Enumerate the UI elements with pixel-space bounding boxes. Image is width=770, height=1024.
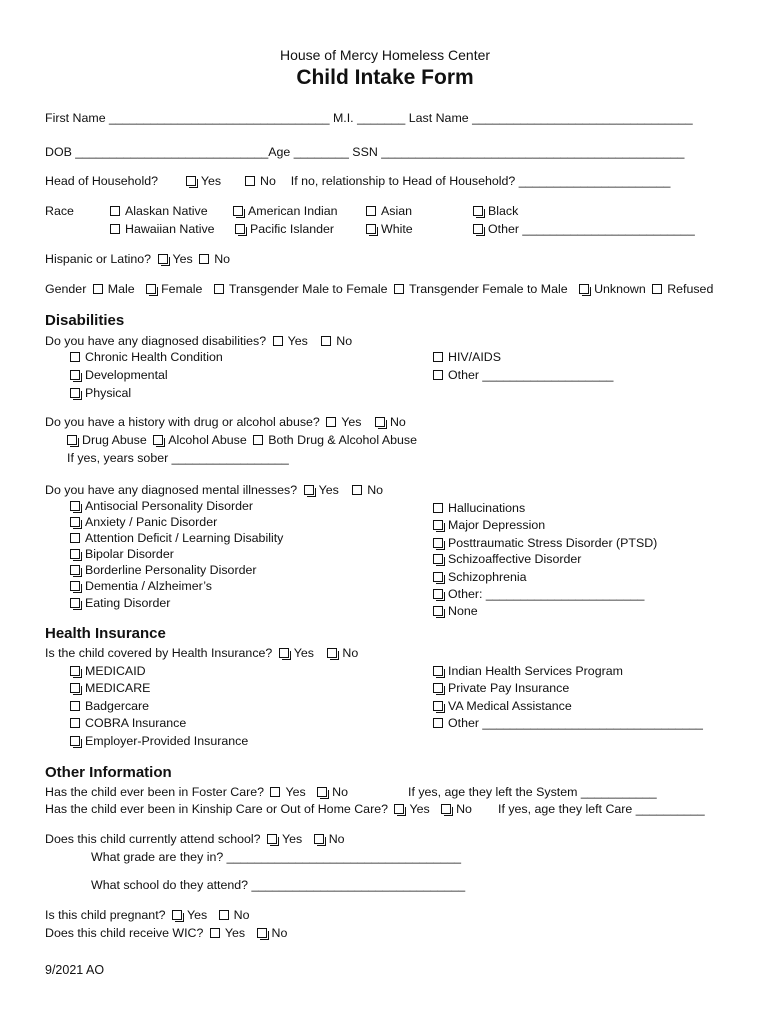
checkbox[interactable] xyxy=(70,533,80,543)
other-mental-option[interactable] xyxy=(430,587,644,601)
tmf-checkbox[interactable] xyxy=(214,284,224,294)
race-pacific[interactable] xyxy=(232,222,334,236)
label: Badgercare xyxy=(85,699,150,713)
label: Indian Health Services Program xyxy=(448,664,623,678)
checkbox[interactable] xyxy=(110,224,120,234)
checkbox[interactable] xyxy=(433,683,443,693)
checkbox[interactable] xyxy=(70,565,80,575)
yes-checkbox[interactable] xyxy=(279,648,289,658)
adhd-option[interactable] xyxy=(67,531,283,545)
gender-row xyxy=(45,282,713,296)
both-checkbox[interactable] xyxy=(253,435,263,445)
checkbox[interactable] xyxy=(366,206,376,216)
yes-label: Yes xyxy=(293,646,314,660)
hallucinations-option[interactable] xyxy=(430,501,525,515)
label: Alaskan Native xyxy=(125,204,208,218)
male-label: Male xyxy=(107,282,135,296)
unknown-checkbox[interactable] xyxy=(579,284,589,294)
label: Dementia / Alzheimer’s xyxy=(85,579,212,593)
refused-checkbox[interactable] xyxy=(652,284,662,294)
label: Black xyxy=(488,204,519,218)
checkbox[interactable] xyxy=(70,598,80,608)
checkbox[interactable] xyxy=(433,718,443,728)
no-label: No xyxy=(271,926,288,940)
tmf-label: Transgender Male to Female xyxy=(228,282,388,296)
hispanic-row xyxy=(45,252,230,266)
label: Other ___________________ xyxy=(448,368,614,382)
label: Major Depression xyxy=(448,518,546,532)
no-label: No xyxy=(260,174,276,188)
checkbox[interactable] xyxy=(70,666,80,676)
no-label: No xyxy=(336,334,353,348)
health-insurance-heading: Health Insurance xyxy=(45,625,166,642)
form-title: Child Intake Form xyxy=(296,66,474,89)
checkbox[interactable] xyxy=(70,683,80,693)
checkbox[interactable] xyxy=(70,352,80,362)
no-label: No xyxy=(342,646,359,660)
ihs-option[interactable] xyxy=(430,664,623,678)
antisocial-option[interactable] xyxy=(67,499,253,513)
checkbox[interactable] xyxy=(110,206,120,216)
no-label: No xyxy=(367,483,384,497)
no-checkbox[interactable] xyxy=(327,648,337,658)
label: White xyxy=(381,222,413,236)
checkbox[interactable] xyxy=(70,388,80,398)
yes-checkbox[interactable] xyxy=(273,336,283,346)
medicaid-option[interactable] xyxy=(67,664,146,678)
yes-checkbox[interactable] xyxy=(267,834,277,844)
drug-abuse-checkbox[interactable] xyxy=(67,435,77,445)
tfm-label: Transgender Female to Male xyxy=(408,282,568,296)
checkbox[interactable] xyxy=(433,606,443,616)
schizophrenia-option[interactable] xyxy=(430,570,527,584)
question: Does this child currently attend school? xyxy=(45,832,261,846)
borderline-option[interactable] xyxy=(67,563,256,577)
yes-label: Yes xyxy=(224,926,246,940)
checkbox[interactable] xyxy=(70,549,80,559)
hoh-no-checkbox[interactable] xyxy=(245,176,255,186)
label: Posttraumatic Stress Disorder (PTSD) xyxy=(448,536,658,550)
yes-label: Yes xyxy=(409,802,430,816)
no-label: No xyxy=(233,908,250,922)
kinship-row xyxy=(45,802,472,816)
checkbox[interactable] xyxy=(433,572,443,582)
race-white[interactable] xyxy=(363,222,413,236)
race-american-indian[interactable] xyxy=(230,204,338,218)
question: Has the child ever been in Kinship Care or Out of Home Care? xyxy=(45,802,388,816)
label: Drug Abuse xyxy=(82,433,147,447)
disabilities-heading: Disabilities xyxy=(45,312,125,329)
employer-option[interactable] xyxy=(67,734,248,748)
checkbox[interactable] xyxy=(433,666,443,676)
label: Antisocial Personality Disorder xyxy=(85,499,254,513)
male-checkbox[interactable] xyxy=(93,284,103,294)
no-checkbox[interactable] xyxy=(219,910,229,920)
race-hawaiian[interactable] xyxy=(107,222,215,236)
checkbox[interactable] xyxy=(433,520,443,530)
label: Eating Disorder xyxy=(85,596,171,610)
other-information-heading: Other Information xyxy=(45,764,172,781)
organization-name: House of Mercy Homeless Center xyxy=(279,47,491,63)
race-alaskan[interactable] xyxy=(107,204,208,218)
label: Hallucinations xyxy=(448,501,526,515)
eating-option[interactable] xyxy=(67,596,170,610)
label: Pacific Islander xyxy=(250,222,335,236)
medicare-option[interactable] xyxy=(67,681,150,695)
label: Developmental xyxy=(85,368,168,382)
yes-label: Yes xyxy=(172,252,193,266)
question: Is this child pregnant? xyxy=(45,908,166,922)
badgercare-option[interactable] xyxy=(67,699,149,713)
developmental-option[interactable] xyxy=(67,368,168,382)
hiv-option[interactable] xyxy=(430,350,501,364)
checkbox[interactable] xyxy=(433,503,443,513)
no-label: No xyxy=(214,252,231,266)
label: MEDICAID xyxy=(85,664,146,678)
label: Alcohol Abuse xyxy=(168,433,247,447)
race-other[interactable] xyxy=(470,222,695,236)
checkbox[interactable] xyxy=(70,736,80,746)
yes-checkbox[interactable] xyxy=(394,804,404,814)
private-option[interactable] xyxy=(430,681,569,695)
label: COBRA Insurance xyxy=(85,716,187,730)
checkbox[interactable] xyxy=(70,718,80,728)
physical-option[interactable] xyxy=(67,386,131,400)
none-option[interactable] xyxy=(430,604,478,618)
cobra-option[interactable] xyxy=(67,716,186,730)
checkbox[interactable] xyxy=(433,701,443,711)
no-label: No xyxy=(332,785,348,799)
yes-label: Yes xyxy=(200,174,222,188)
checkbox[interactable] xyxy=(433,554,443,564)
yes-checkbox[interactable] xyxy=(270,787,280,797)
schizoaffective-option[interactable] xyxy=(430,552,581,566)
label: Asian xyxy=(381,204,412,218)
label: Bipolar Disorder xyxy=(85,547,174,561)
yes-label: Yes xyxy=(282,832,303,846)
anxiety-option[interactable] xyxy=(67,515,217,529)
school-line: What school do they attend? _______________________________ xyxy=(91,878,466,892)
checkbox[interactable] xyxy=(433,370,443,380)
yes-label: Yes xyxy=(287,334,308,348)
no-label: No xyxy=(389,415,406,429)
yes-checkbox[interactable] xyxy=(304,485,314,495)
footer-version: 9/2021 AO xyxy=(45,963,105,977)
question: Do you have a history with drug or alcohol abuse? xyxy=(45,415,320,429)
hispanic-question: Hispanic or Latino? xyxy=(45,252,152,266)
alcohol-abuse-checkbox[interactable] xyxy=(153,435,163,445)
hoh-question: Head of Household? xyxy=(45,174,158,188)
label: Attention Deficit / Learning Disability xyxy=(85,531,284,545)
insurance-question-row xyxy=(45,646,358,660)
no-checkbox[interactable] xyxy=(352,485,362,495)
question: Do you have any diagnosed disabilities? xyxy=(45,334,267,348)
va-option[interactable] xyxy=(430,699,572,713)
label: Employer-Provided Insurance xyxy=(85,734,249,748)
label: MEDICARE xyxy=(85,681,151,695)
female-checkbox[interactable] xyxy=(146,284,156,294)
checkbox[interactable] xyxy=(473,224,483,234)
label: American Indian xyxy=(248,204,338,218)
no-label: No xyxy=(328,832,345,846)
label: Schizophrenia xyxy=(448,570,527,584)
question: Has the child ever been in Foster Care? xyxy=(45,785,265,799)
label: Borderline Personality Disorder xyxy=(85,563,257,577)
yes-label: Yes xyxy=(341,415,362,429)
dob-line: DOB ____________________________Age ________ SSN ____________________________________________ xyxy=(45,145,685,159)
checkbox[interactable] xyxy=(70,581,80,591)
no-checkbox[interactable] xyxy=(314,834,324,844)
kinship-age: If yes, age they left Care __________ xyxy=(498,802,705,816)
checkbox[interactable] xyxy=(70,501,80,511)
checkbox[interactable] xyxy=(433,352,443,362)
other-disability-option[interactable] xyxy=(430,368,613,382)
label: Other _________________________ xyxy=(488,222,695,236)
checkbox[interactable] xyxy=(433,538,443,548)
race-black[interactable] xyxy=(470,204,518,218)
label: Chronic Health Condition xyxy=(85,350,223,364)
question: Is the child covered by Health Insurance? xyxy=(45,646,273,660)
yes-label: Yes xyxy=(285,785,306,799)
unknown-label: Unknown xyxy=(594,282,646,296)
disabilities-question-row xyxy=(45,334,352,348)
checkbox[interactable] xyxy=(70,370,80,380)
name-line: First Name ________________________________ M.I. _______ Last Name ________________________________ xyxy=(45,111,693,125)
race-asian[interactable] xyxy=(363,204,412,218)
drug-question-row xyxy=(45,415,406,429)
yes-checkbox[interactable] xyxy=(326,417,336,427)
yes-checkbox[interactable] xyxy=(172,910,182,920)
tfm-checkbox[interactable] xyxy=(394,284,404,294)
yes-label: Yes xyxy=(187,908,208,922)
no-checkbox[interactable] xyxy=(317,787,327,797)
hoh-relationship: If no, relationship to Head of Household? ______________________ xyxy=(290,174,671,188)
label: Other: _______________________ xyxy=(448,587,645,601)
checkbox[interactable] xyxy=(235,224,245,234)
bipolar-option[interactable] xyxy=(67,547,174,561)
label: Anxiety / Panic Disorder xyxy=(85,515,218,529)
drug-options-row xyxy=(64,433,417,447)
chronic-option[interactable] xyxy=(67,350,223,364)
race-label: Race xyxy=(45,204,74,218)
years-sober: If yes, years sober _________________ xyxy=(67,451,289,465)
no-label: No xyxy=(456,802,472,816)
checkbox[interactable] xyxy=(366,224,376,234)
label: HIV/AIDS xyxy=(448,350,502,364)
question: Does this child receive WIC? xyxy=(45,926,204,940)
no-checkbox[interactable] xyxy=(441,804,451,814)
depression-option[interactable] xyxy=(430,518,545,532)
ptsd-option[interactable] xyxy=(430,536,657,550)
yes-label: Yes xyxy=(318,483,339,497)
label: Physical xyxy=(85,386,132,400)
foster-row xyxy=(45,785,348,799)
mental-question-row xyxy=(45,483,383,497)
label: Hawaiian Native xyxy=(125,222,215,236)
hoh-yes-checkbox[interactable] xyxy=(186,176,196,186)
no-checkbox[interactable] xyxy=(257,928,267,938)
label: Both Drug & Alcohol Abuse xyxy=(268,433,417,447)
checkbox[interactable] xyxy=(233,206,243,216)
wic-row xyxy=(45,926,287,940)
female-label: Female xyxy=(161,282,203,296)
label: VA Medical Assistance xyxy=(448,699,572,713)
other-insurance-option[interactable] xyxy=(430,716,703,730)
label: Private Pay Insurance xyxy=(448,681,570,695)
label: None xyxy=(448,604,478,618)
grade-line: What grade are they in? __________________________________ xyxy=(91,850,461,864)
gender-label: Gender xyxy=(45,282,87,296)
no-checkbox[interactable] xyxy=(375,417,385,427)
school-row xyxy=(45,832,345,846)
label: Other ________________________________ xyxy=(448,716,703,730)
checkbox[interactable] xyxy=(433,589,443,599)
dementia-option[interactable] xyxy=(67,579,212,593)
label: Schizoaffective Disorder xyxy=(448,552,582,566)
checkbox[interactable] xyxy=(70,517,80,527)
yes-checkbox[interactable] xyxy=(210,928,220,938)
hispanic-no-checkbox[interactable] xyxy=(199,254,209,264)
hispanic-yes-checkbox[interactable] xyxy=(158,254,168,264)
head-of-household-row xyxy=(45,174,670,188)
checkbox[interactable] xyxy=(473,206,483,216)
checkbox[interactable] xyxy=(70,701,80,711)
foster-age: If yes, age they left the System ___________ xyxy=(408,785,657,799)
pregnant-row xyxy=(45,908,250,922)
question: Do you have any diagnosed mental illnesses? xyxy=(45,483,298,497)
refused-label: Refused xyxy=(667,282,714,296)
no-checkbox[interactable] xyxy=(321,336,331,346)
